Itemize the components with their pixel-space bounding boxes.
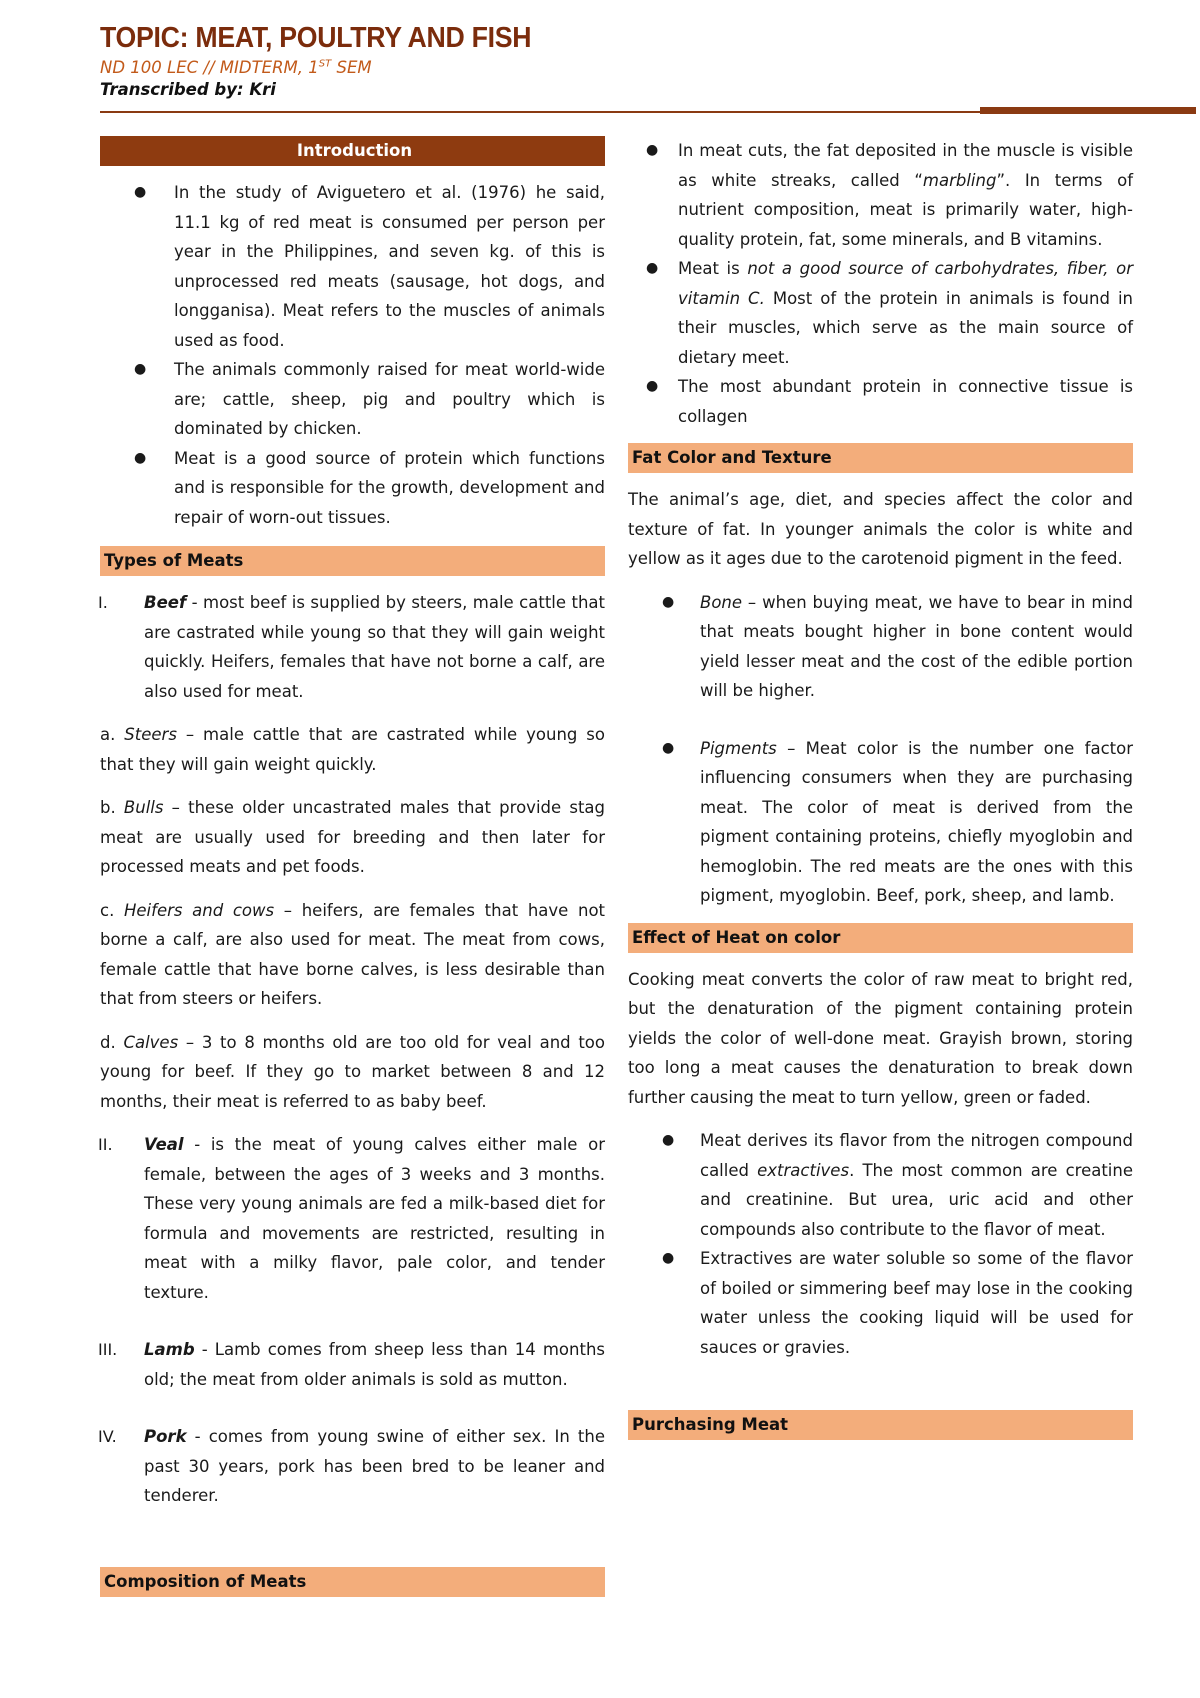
fat-paragraph: The animal’s age, diet, and species affect the color and texture of fat. In younger animals the color is white and yellow as it ages due to the carotenoid pigment in the feed. xyxy=(628,490,1133,568)
beef-subtype: c. Heifers and cows – heifers, are females that have not borne a calf, are also used for meat. The meat from cows, female cattle that have borne calves, is less desirable than that from steers or heifers. xyxy=(100,900,606,1008)
beef-subtype: a. Steers – male cattle that are castrated while young so that they will gain weight quickly. xyxy=(100,725,605,774)
composition-bullet: ● Meat is not a good source of carbohydrates, fiber, or vitamin C. Most of the protein in animals is found in their muscles, which serve as the main source of dietary meet. xyxy=(628,254,1133,372)
right-column xyxy=(628,136,1133,1452)
left-column xyxy=(100,136,605,1609)
section-heading-purchasing: Purchasing Meat xyxy=(628,1410,1133,1440)
section-heading-heat: Effect of Heat on color xyxy=(628,923,1133,953)
beef-subtype: b. Bulls – these older uncastrated males that provide stag meat are usually used for breeding and then later for processed meats and pet foods. xyxy=(100,798,605,876)
bullet-icon: ● xyxy=(646,260,659,276)
document-title: TOPIC: MEAT, POULTRY AND FISH xyxy=(100,22,532,54)
header-divider-accent xyxy=(980,107,1196,114)
intro-bullet: ● In the study of Aviguetero et al. (1976) he said, 11.1 kg of red meat is consumed per person per year in the Philippines, and seven kg. of this is unprocessed red meats (sausage, hot dogs, and longganisa). Meat refers to the muscles of animals used as food. xyxy=(100,178,605,355)
meat-type-pork: IV. Pork - comes from young swine of either sex. In the past 30 years, pork has been bred to be leaner and tenderer. xyxy=(98,1427,605,1505)
intro-bullet: ● The animals commonly raised for meat world-wide are; cattle, sheep, pig and poultry which is dominated by chicken. xyxy=(100,355,605,444)
section-heading-introduction: Introduction xyxy=(100,136,605,166)
meat-type-lamb: III. Lamb - Lamb comes from sheep less than 14 months old; the meat from older animals is sold as mutton. xyxy=(98,1340,605,1389)
bullet-icon: ● xyxy=(662,1132,675,1148)
header-divider xyxy=(100,111,980,113)
bullet-icon: ● xyxy=(134,184,147,200)
heat-paragraph: Cooking meat converts the color of raw meat to bright red, but the denaturation of the pigment containing protein yields the color of well-done meat. Grayish brown, storing too long a meat causes the denaturation to break down further causing the meat to turn yellow, green or faded. xyxy=(628,969,1133,1107)
meat-type-beef: I. Beef - most beef is supplied by steers, male cattle that are castrated while young so that they will gain weight quickly. Heifers, females that have not borne a calf, are also used for meat. xyxy=(98,593,605,701)
bullet-icon: ● xyxy=(646,142,659,158)
section-heading-fat-color: Fat Color and Texture xyxy=(628,443,1133,473)
heat-bullet-water: ● Extractives are water soluble so some of the flavor of boiled or simmering beef may lose in the cooking water unless the cooking liquid will be used for sauces or gravies. xyxy=(628,1244,1133,1362)
transcriber-credit: Transcribed by: Kri xyxy=(100,80,276,99)
meat-type-veal: II. Veal - is the meat of young calves either male or female, between the ages of 3 weeks and 3 months. These very young animals are fed a milk-based diet for formula and movements are restricted, resulting in meat with a milky flavor, pale color, and tender texture. xyxy=(98,1135,605,1302)
bullet-icon: ● xyxy=(662,739,675,756)
section-heading-types: Types of Meats xyxy=(100,546,605,576)
beef-subtype: d. Calves – 3 to 8 months old are too old for veal and too young for beef. If they go to market between 8 and 12 months, their meat is referred to as baby beef. xyxy=(100,1032,605,1111)
bullet-icon: ● xyxy=(646,378,659,394)
course-subtitle: ND 100 LEC // MIDTERM, 1ST SEM xyxy=(100,58,372,77)
composition-bullet: ● The most abundant protein in connective tissue is collagen xyxy=(628,372,1133,431)
heat-bullet-flavor: ● Meat derives its flavor from the nitrogen compound called extractives. The most common are creatine and creatinine. But urea, uric acid and other compounds also contribute to the flavor of meat. xyxy=(628,1126,1133,1244)
section-heading-composition: Composition of Meats xyxy=(100,1567,605,1597)
intro-bullet: ● Meat is a good source of protein which functions and is responsible for the growth, development and repair of worn-out tissues. xyxy=(100,444,605,533)
composition-bullet: ● In meat cuts, the fat deposited in the muscle is visible as white streaks, called “marbling”. In terms of nutrient composition, meat is primarily water, high-quality protein, fat, some minerals, and B vitamins. xyxy=(628,136,1133,254)
fat-bullet-pigments: ● Pigments – Meat color is the number one factor influencing consumers when they are purchasing meat. The color of meat is derived from the pigment containing proteins, chiefly myoglobin and hemoglobin. The red meats are the ones with this pigment, myoglobin. Beef, pork, sheep, and lamb. xyxy=(628,734,1133,911)
bullet-icon: ● xyxy=(662,1250,675,1266)
bullet-icon: ● xyxy=(134,449,147,466)
bullet-icon: ● xyxy=(134,361,147,377)
bullet-icon: ● xyxy=(662,593,675,610)
fat-bullet-bone: ● Bone – when buying meat, we have to bear in mind that meats bought higher in bone content would yield lesser meat and the cost of the edible portion will be higher. xyxy=(628,588,1133,706)
